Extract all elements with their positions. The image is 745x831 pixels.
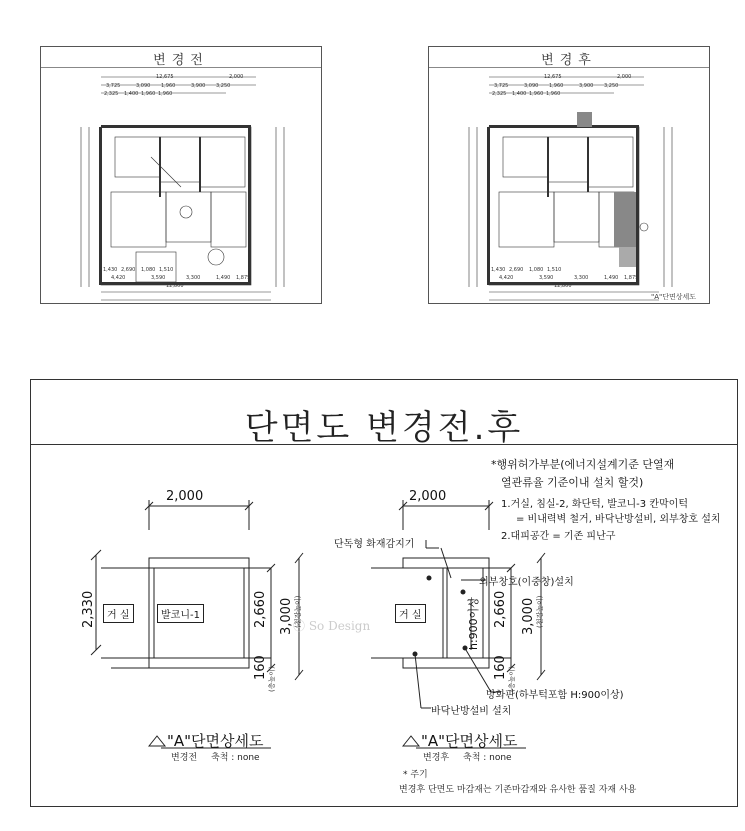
before-height-3000: 3,000 [279, 597, 294, 635]
after-sub-dim-4: 1,960 [546, 91, 561, 97]
before-bottom-dim-3: 3,300 [186, 275, 201, 281]
footnote-text: 변경후 단면도 마감재는 기존마감재와 유사한 품질 자재 사용 [399, 785, 637, 795]
before-top-dim-2: 3,090 [136, 83, 151, 89]
before-left-height-dim: 2,330 [81, 590, 96, 628]
footnote-mark: * 주기 [403, 770, 428, 780]
after-top-dim-4: 3,900 [579, 83, 594, 89]
notes-item-1b: = 비내력벽 철거, 바닥난방설비, 외부창호 설치 [516, 514, 721, 525]
before-right-width: 2,000 [229, 74, 244, 80]
before-bottom-sub-3: 1,080 [141, 267, 156, 273]
after-sub-dim-3: 1,960 [529, 91, 544, 97]
before-bottom-sub-4: 1,510 [159, 267, 174, 273]
after-bottom-dim-4: 1,490 [604, 275, 619, 281]
after-scale: 축척 : none [463, 753, 512, 763]
before-bottom-total: 12,800 [166, 283, 184, 289]
after-bottom-sub-4: 1,510 [547, 267, 562, 273]
after-top-dim-1: 3,725 [494, 83, 509, 89]
after-bottom-sub-1: 1,430 [491, 267, 506, 273]
before-caption: "A"단면상세도 [167, 732, 264, 750]
before-height-160: 160 [253, 655, 268, 680]
before-room-balcony: 발코니-1 [157, 604, 204, 623]
after-section-caption: "A"단면상세도 [651, 293, 697, 301]
before-top-dim-1: 3,725 [106, 83, 121, 89]
after-height-3000: 3,000 [521, 597, 536, 635]
before-top-dim-3: 1,960 [161, 83, 176, 89]
before-scale: 축척 : none [211, 753, 260, 763]
notes-item-1: 1.거실, 침실-2, 화단턱, 발코니-3 칸막이턱 [501, 499, 688, 510]
before-bottom-sub-1: 1,430 [103, 267, 118, 273]
before-ceiling-label: (천장높이) [294, 595, 302, 628]
section-sheet-title: 단면도 변경전.후 [244, 408, 524, 448]
watermark: ⓒ So Design [293, 619, 371, 633]
callout-fire-detector: 단독형 화재감지기 [334, 539, 415, 550]
before-floor-label: (층높이) [268, 666, 276, 692]
after-bottom-dim-1: 4,420 [499, 275, 514, 281]
before-sub-dim-1: 2,325 [104, 91, 119, 97]
before-height-2660: 2,660 [253, 590, 268, 628]
after-caption-sub: 변경후 [423, 753, 450, 763]
after-plan-sheet [428, 46, 710, 304]
callout-fireboard: 방화판(하부턱포함 H:900이상) [486, 690, 624, 701]
after-top-dim-2: 3,090 [524, 83, 539, 89]
before-bottom-dim-2: 3,590 [151, 275, 166, 281]
after-bottom-sub-3: 1,080 [529, 267, 544, 273]
notes-item-2: 2.대피공간 = 기존 피난구 [501, 531, 616, 542]
after-bottom-total: 12,800 [554, 283, 572, 289]
callout-window: 외부창호(이중창)설치 [479, 577, 574, 588]
before-floor-plan [41, 67, 321, 303]
after-floor-plan [429, 67, 709, 303]
after-top-dim-3: 1,960 [549, 83, 564, 89]
before-top-dim-5: 3,250 [216, 83, 231, 89]
after-width-dim: 2,000 [409, 489, 447, 504]
before-bottom-dim-5: 1,875 [236, 275, 251, 281]
after-height-160: 160 [493, 655, 508, 680]
after-top-dim-5: 3,250 [604, 83, 619, 89]
after-caption: "A"단면상세도 [421, 732, 518, 750]
before-bottom-dim-1: 4,420 [111, 275, 126, 281]
before-bottom-sub-2: 2,690 [121, 267, 136, 273]
notes-heading: *행위허가부분(에너지설계기준 단열재 [491, 458, 675, 471]
after-ceiling-label: (천장높이) [536, 595, 544, 628]
before-top-dim-4: 3,900 [191, 83, 206, 89]
before-total-width: 12,675 [156, 74, 174, 80]
before-bottom-dim-4: 1,490 [216, 275, 231, 281]
before-width-dim: 2,000 [166, 489, 204, 504]
after-plan-title: 변경후 [541, 53, 597, 68]
after-total-width: 12,675 [544, 74, 562, 80]
before-sub-dim-3: 1,960 [141, 91, 156, 97]
after-bottom-dim-5: 1,875 [624, 275, 639, 281]
after-bottom-sub-2: 2,690 [509, 267, 524, 273]
after-sub-dim-1: 2,325 [492, 91, 507, 97]
notes-heading-2: 열관류율 기준이내 설치 할것) [501, 476, 644, 489]
after-right-width: 2,000 [617, 74, 632, 80]
before-plan-title: 변경전 [153, 53, 209, 68]
before-room-living: 거 실 [103, 604, 134, 623]
after-window-height: h:900이상 [467, 597, 480, 650]
after-height-2660: 2,660 [493, 590, 508, 628]
before-caption-sub: 변경전 [171, 753, 198, 763]
after-bottom-dim-3: 3,300 [574, 275, 589, 281]
section-sheet [30, 379, 738, 807]
before-plan-sheet [40, 46, 322, 304]
after-sub-dim-2: 1,400 [512, 91, 527, 97]
callout-floor-heating: 바닥난방설비 설치 [431, 706, 512, 717]
before-sub-dim-2: 1,400 [124, 91, 139, 97]
section-drawings [31, 380, 737, 806]
after-floor-label: (층높이) [508, 666, 516, 692]
after-bottom-dim-2: 3,590 [539, 275, 554, 281]
after-room-living: 거 실 [395, 604, 426, 623]
before-sub-dim-4: 1,960 [158, 91, 173, 97]
